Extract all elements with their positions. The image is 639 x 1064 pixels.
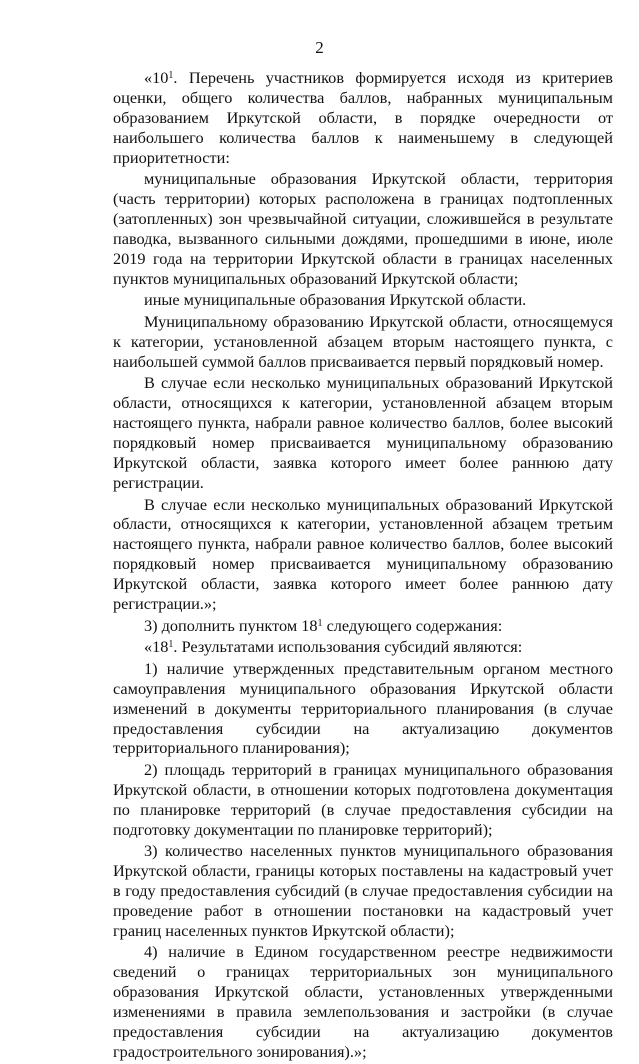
paragraph-tie-third: В случае если несколько муниципальных образований Иркутской области, относящихся к категории, установленной абзацем третьим настоящего пункта, набрали равное количество баллов, более высокий порядковый номер присваивается муниципальному образованию Иркутской области, заявка которого имеет более раннюю дату регистрации.»; — [113, 494, 613, 614]
paragraph-text: «18 — [144, 637, 169, 657]
paragraph-text: . Результатами использования субсидий являются: — [173, 637, 523, 657]
paragraph-result-3: 3) количество населенных пунктов муниципального образования Иркутской области, границы которых поставлены на кадастровый учет в году предоставления субсидий (в случае предоставления субсидии на проведение работ в отношении постановки на кадастровый учет границ населенных пунктов Иркутской области); — [113, 841, 613, 941]
superscript: 1 — [317, 617, 323, 629]
paragraph-text: . Перечень участников формируется исходя из критериев оценки, общего количества баллов, набранных муниципальным образованием Иркутской области, в порядке очередности от наибольшего количества баллов к наименьшему в следующей приоритетности: — [113, 68, 613, 167]
superscript: 1 — [168, 70, 174, 81]
page-number: 2 — [315, 38, 324, 57]
paragraph-tie-second: В случае если несколько муниципальных образований Иркутской области, относящихся к категории, установленной абзацем вторым настоящего пункта, набрали равное количество баллов, более высокий порядковый номер присваивается муниципальному образованию Иркутской области, заявка которого имеет более раннюю дату регистрации. — [113, 373, 613, 493]
paragraph-text: «10 — [144, 68, 169, 87]
superscript: 1 — [168, 639, 174, 651]
paragraph-add-point — [113, 616, 613, 636]
paragraph-other-municipalities: иные муниципальные образования Иркутской области. — [144, 290, 527, 310]
paragraph-text: следующего содержания: — [322, 615, 503, 635]
paragraph-result-4: 4) наличие в Едином государственном реестре недвижимости сведений о границах территориальных зон муниципального образования Иркутской области, установленных утвержденными изменениями в правила землепользования и застройки (в случае предоставления субсидии на актуализацию документов градостроительного зонирования).»; — [113, 942, 613, 1062]
paragraph-result-1: 1) наличие утвержденных представительным органом местного самоуправления муниципального образования Иркутской области изменений в документы территориального планирования (в случае предоставления субсидии на актуализацию документов территориального планирования); — [113, 658, 613, 758]
paragraph-results-intro — [113, 637, 613, 657]
paragraph-result-2: 2) площадь территорий в границах муниципального образования Иркутской области, в отношении которых подготовлена документация по планировке территорий (в случае предоставления субсидии на подготовку документации по планировке территорий); — [113, 759, 613, 839]
paragraph-text: 3) дополнить пунктом 18 — [144, 615, 318, 635]
paragraph-list-criteria — [113, 68, 613, 168]
paragraph-first-number: Муниципальному образованию Иркутской области, относящемуся к категории, установленной абзацем вторым настоящего пункта, с наибольшей суммой баллов присваивается первый порядковый номер. — [113, 311, 613, 371]
paragraph-flood-zone-priority: муниципальные образования Иркутской области, территория (часть территории) которых расположена в границах подтопленных (затопленных) зон чрезвычайной ситуации, сложившейся в результате паводка, вызванного сильными дождями, прошедшими в июне, июле 2019 года на территории Иркутской области в границах населенных пунктов муниципальных образований Иркутской области; — [113, 169, 613, 289]
document-body — [113, 68, 613, 1064]
